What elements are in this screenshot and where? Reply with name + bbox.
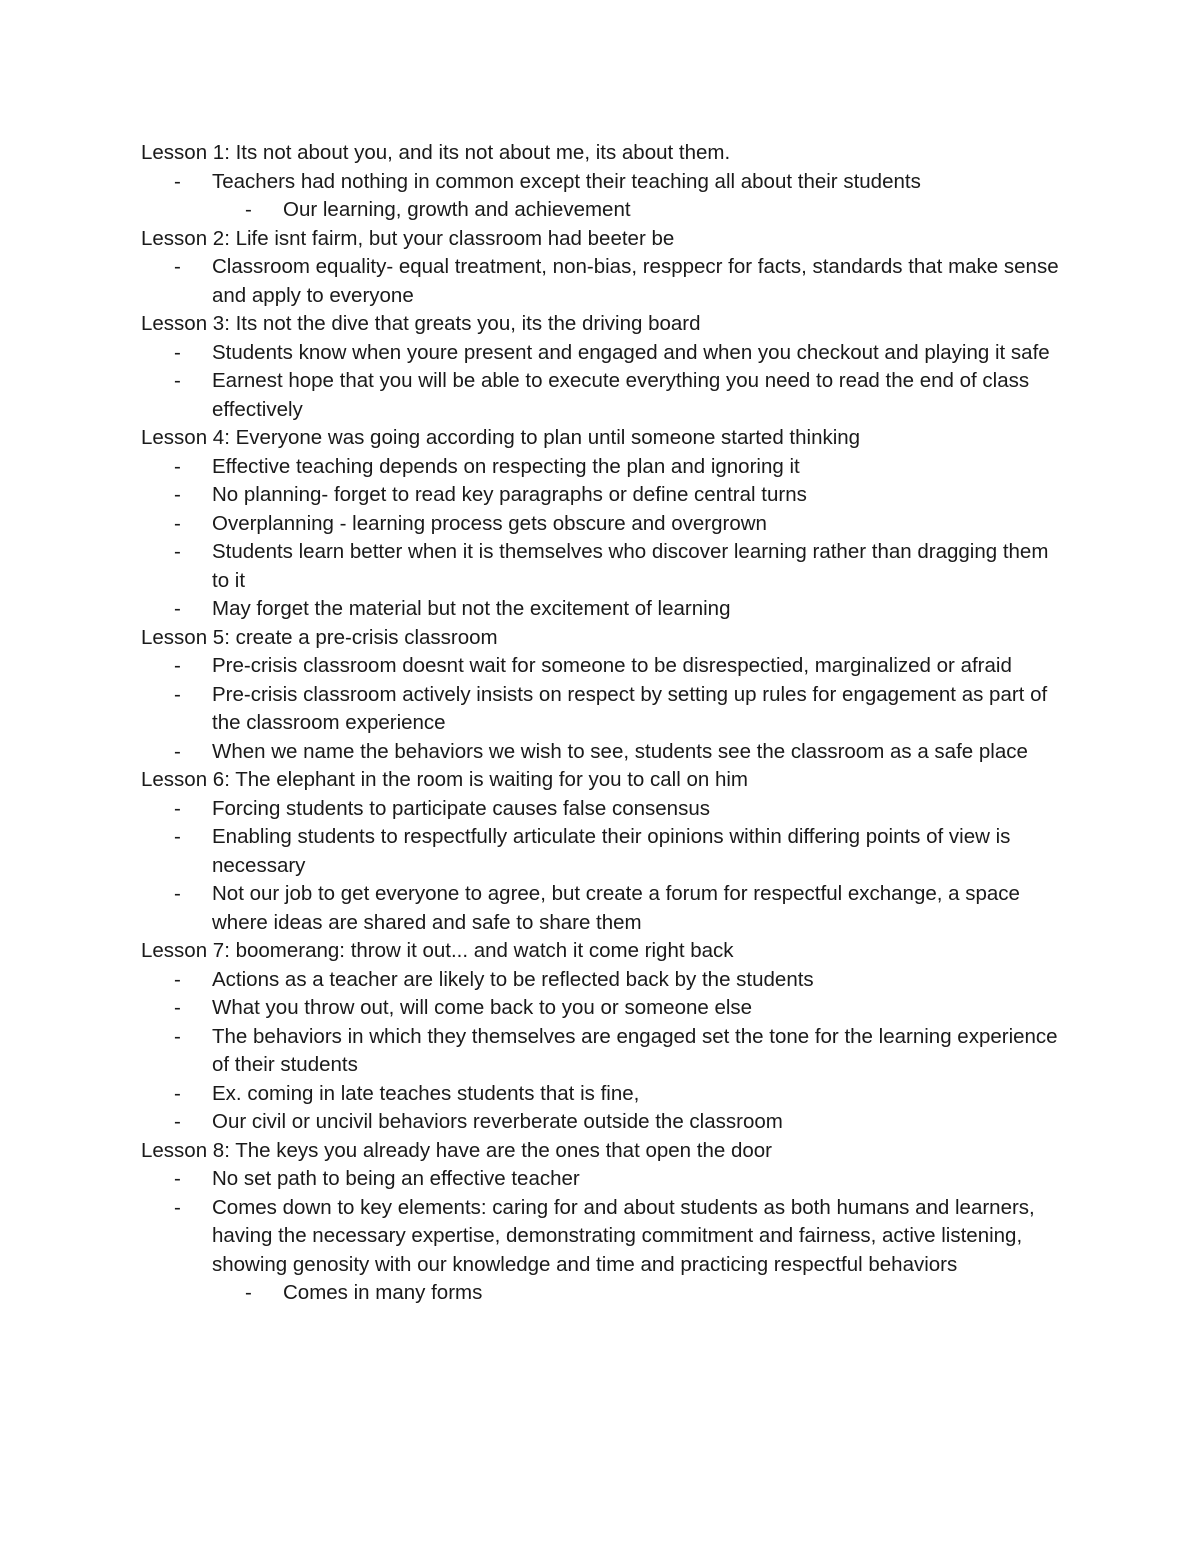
dash-bullet-icon: - bbox=[245, 1281, 252, 1304]
bullet-text: Students learn better when it is themselves who discover learning rather than dragging them to it bbox=[212, 540, 1049, 592]
bullet-item bbox=[141, 966, 1071, 995]
bullet-item bbox=[141, 538, 1071, 595]
dash-bullet-icon: - bbox=[174, 796, 181, 820]
bullet-item bbox=[141, 595, 1071, 624]
bullet-item bbox=[141, 1165, 1071, 1194]
bullet-text: Our learning, growth and achievement bbox=[283, 198, 631, 221]
dash-bullet-icon: - bbox=[174, 967, 181, 991]
bullet-text: Pre-crisis classroom actively insists on respect by setting up rules for engagement as part of the classroom experience bbox=[212, 682, 1048, 734]
dash-bullet-icon: - bbox=[174, 597, 181, 620]
lesson-heading: Lesson 6: The elephant in the room is waiting for you to call on him bbox=[141, 768, 748, 791]
bullet-text: Pre-crisis classroom doesnt wait for someone to be disrespectied, marginalized or afraid bbox=[212, 654, 1012, 677]
bullet-item bbox=[141, 652, 1071, 681]
bullet-item bbox=[141, 253, 1071, 310]
bullet-item bbox=[141, 1108, 1071, 1137]
bullet-item bbox=[141, 481, 1071, 510]
bullet-text: Effective teaching depends on respecting the plan and ignoring it bbox=[212, 454, 800, 478]
sub-bullet-item bbox=[141, 196, 1071, 225]
dash-bullet-icon: - bbox=[174, 255, 181, 278]
dash-bullet-icon: - bbox=[174, 1167, 181, 1190]
bullet-text: Ex. coming in late teaches students that is fine, bbox=[212, 1081, 640, 1105]
dash-bullet-icon: - bbox=[174, 739, 181, 763]
bullet-item bbox=[141, 367, 1071, 424]
bullet-text: Forcing students to participate causes false consensus bbox=[212, 796, 710, 820]
bullet-text: Enabling students to respectfully articulate their opinions within differing points of view is necessary bbox=[212, 825, 1011, 877]
dash-bullet-icon: - bbox=[174, 169, 181, 193]
dash-bullet-icon: - bbox=[174, 825, 181, 848]
bullet-text: No set path to being an effective teacher bbox=[212, 1167, 580, 1190]
bullet-text: Teachers had nothing in common except their teaching all about their students bbox=[212, 169, 921, 193]
bullet-text: Our civil or uncivil behaviors reverberate outside the classroom bbox=[212, 1110, 783, 1133]
dash-bullet-icon: - bbox=[174, 483, 181, 506]
lesson-heading: Lesson 5: create a pre-crisis classroom bbox=[141, 625, 498, 649]
bullet-text: Comes in many forms bbox=[283, 1281, 483, 1304]
bullet-item bbox=[141, 1194, 1071, 1280]
bullet-text: What you throw out, will come back to you or someone else bbox=[212, 996, 753, 1019]
bullet-item bbox=[141, 795, 1071, 824]
lesson-heading: Lesson 8: The keys you already have are the ones that open the door bbox=[141, 1138, 772, 1162]
bullet-item bbox=[141, 510, 1071, 539]
dash-bullet-icon: - bbox=[245, 198, 252, 221]
dash-bullet-icon: - bbox=[174, 882, 181, 905]
bullet-text: Overplanning - learning process gets obscure and overgrown bbox=[212, 511, 767, 535]
bullet-item bbox=[141, 168, 1071, 197]
bullet-item bbox=[141, 1080, 1071, 1109]
bullet-text: Earnest hope that you will be able to execute everything you need to read the end of class effectively bbox=[212, 369, 1030, 421]
lesson-heading: Lesson 3: Its not the dive that greats you, its the driving board bbox=[141, 312, 701, 335]
bullet-item bbox=[141, 880, 1071, 937]
bullet-item bbox=[141, 738, 1071, 767]
bullet-item bbox=[141, 1023, 1071, 1080]
dash-bullet-icon: - bbox=[174, 540, 181, 563]
lesson-heading: Lesson 2: Life isnt fairm, but your classroom had beeter be bbox=[141, 226, 675, 250]
dash-bullet-icon: - bbox=[174, 1024, 181, 1048]
bullet-item bbox=[141, 339, 1071, 368]
dash-bullet-icon: - bbox=[174, 1081, 181, 1105]
bullet-text: No planning- forget to read key paragraphs or define central turns bbox=[212, 483, 807, 506]
bullet-text: Actions as a teacher are likely to be reflected back by the students bbox=[212, 967, 814, 991]
dash-bullet-icon: - bbox=[174, 1110, 181, 1133]
notes-content bbox=[141, 139, 1071, 1308]
lesson-heading: Lesson 1: Its not about you, and its not about me, its about them. bbox=[141, 141, 731, 164]
bullet-text: When we name the behaviors we wish to see, students see the classroom as a safe place bbox=[212, 739, 1028, 763]
bullet-item bbox=[141, 823, 1071, 880]
dash-bullet-icon: - bbox=[174, 369, 181, 392]
sub-bullet-item bbox=[141, 1279, 1071, 1308]
dash-bullet-icon: - bbox=[174, 654, 181, 677]
dash-bullet-icon: - bbox=[174, 511, 181, 535]
dash-bullet-icon: - bbox=[174, 682, 181, 706]
bullet-text: Students know when youre present and engaged and when you checkout and playing it safe bbox=[212, 340, 1050, 364]
dash-bullet-icon: - bbox=[174, 454, 181, 478]
bullet-text: The behaviors in which they themselves are engaged set the tone for the learning experience of their students bbox=[212, 1024, 1058, 1076]
bullet-item bbox=[141, 994, 1071, 1023]
bullet-text: Classroom equality- equal treatment, non-bias, resppecr for facts, standards that make sense and apply to everyone bbox=[212, 255, 1059, 307]
lesson-heading: Lesson 4: Everyone was going according to plan until someone started thinking bbox=[141, 426, 861, 449]
dash-bullet-icon: - bbox=[174, 996, 181, 1019]
bullet-text: May forget the material but not the excitement of learning bbox=[212, 597, 731, 620]
bullet-text: Comes down to key elements: caring for and about students as both humans and learners, having the necessary expertise, demonstrating commitment and fairness, active listening, showing genosity with our knowledge and time and practicing respectful behaviors bbox=[212, 1195, 1035, 1276]
bullet-text: Not our job to get everyone to agree, but create a forum for respectful exchange, a space where ideas are shared and safe to share them bbox=[212, 882, 1020, 934]
bullet-item bbox=[141, 681, 1071, 738]
lesson-heading: Lesson 7: boomerang: throw it out... and watch it come right back bbox=[141, 939, 734, 962]
dash-bullet-icon: - bbox=[174, 340, 181, 364]
dash-bullet-icon: - bbox=[174, 1195, 181, 1219]
bullet-item bbox=[141, 453, 1071, 482]
